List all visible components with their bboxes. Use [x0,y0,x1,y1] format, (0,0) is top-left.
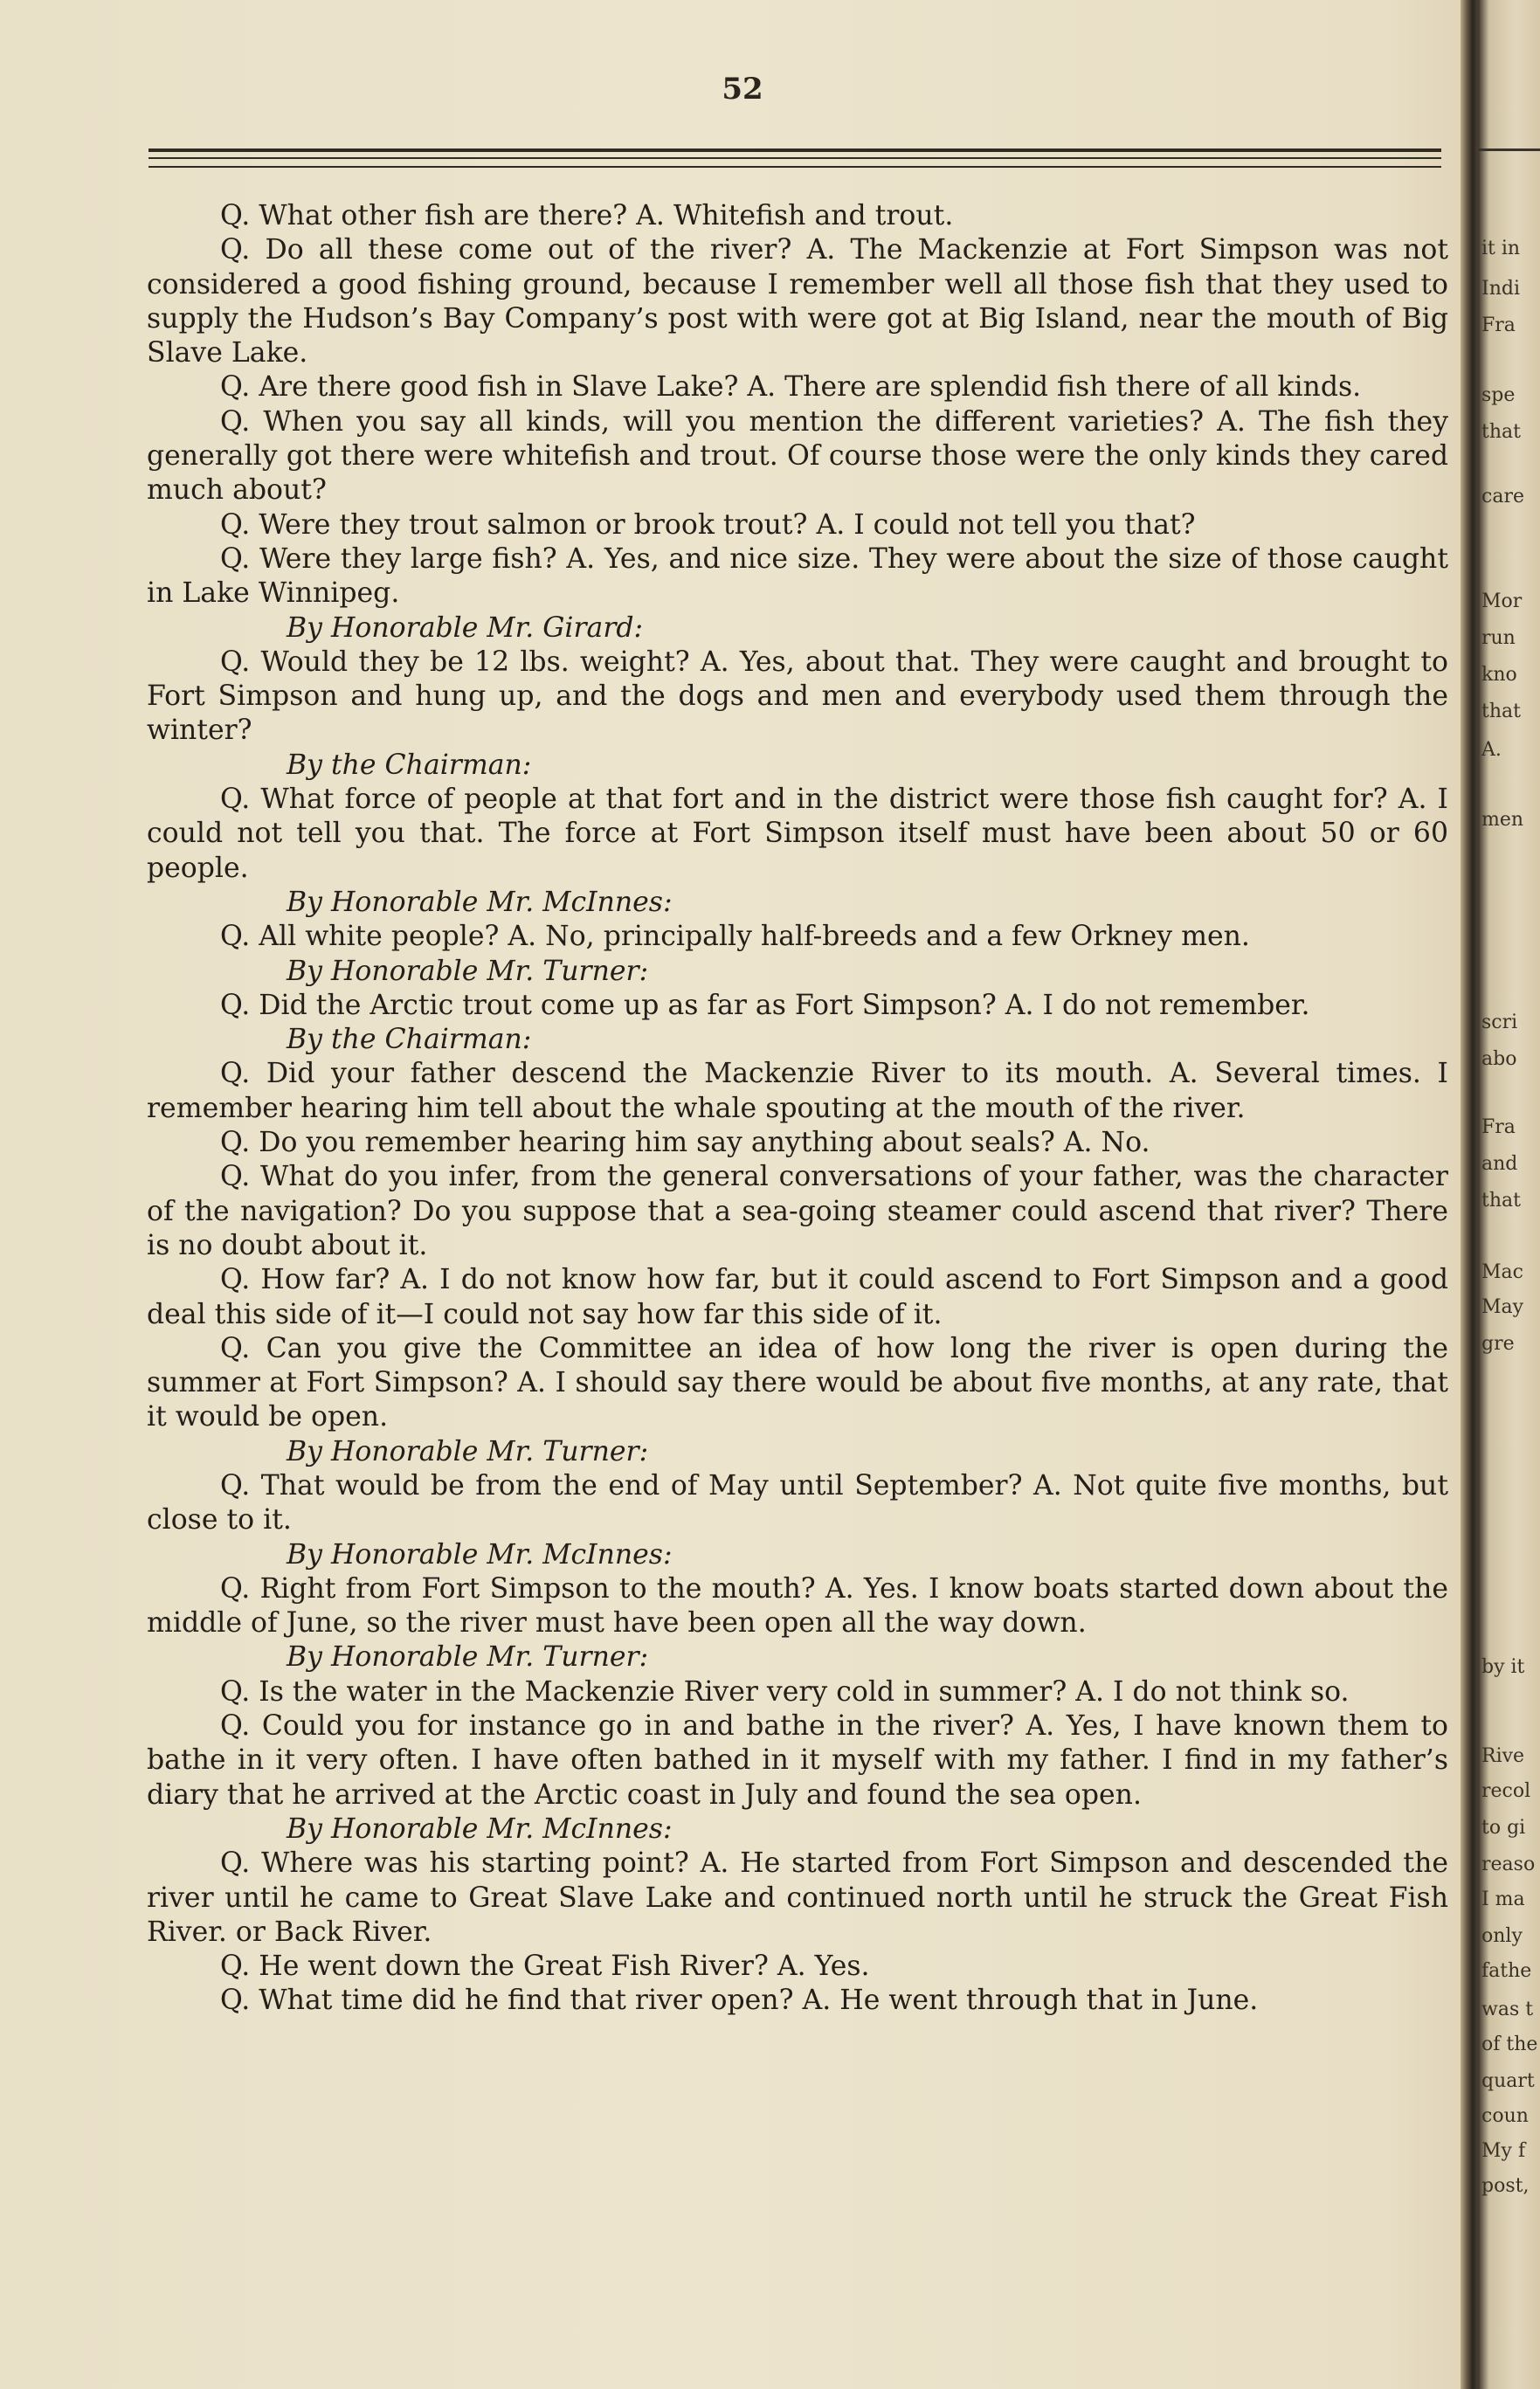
question-answer: Q. When you say all kinds, will you mention the different varieties? A. The fish they generally got there were whitefish and trout. Of course those were the only kinds they cared much about? [147,405,1448,507]
question-answer: Q. What do you infer, from the general conversations of your father, was the character of the navigation? Do you suppose that a sea-going steamer could ascend that river? There is no doubt about it. [147,1161,1448,1261]
question-answer: Q. That would be from the end of May until September? A. Not quite five months, but close to it. [147,1469,1448,1536]
header-rule [148,148,1441,152]
adjacent-page-fragment: that [1481,701,1521,722]
question-answer: Q. Can you give the Committee an idea of how long the river is open during the summer at Fort Simpson? A. I should say there would be about five months, at any rate, that it would be open. [147,1332,1448,1433]
page-number: 52 [722,72,763,107]
question-answer: Q. Were they trout salmon or brook trout? A. I could not tell you that? [220,508,1196,541]
adjacent-page-fragment: care [1481,486,1524,507]
adjacent-page-fragment: to gi [1481,1817,1526,1839]
examiner-heading: By Honorable Mr. Girard: [287,611,644,644]
question-answer: Q. What time did he find that river open? A. He went through that in June. [220,1985,1259,2017]
question-answer: Q. What other fish are there? A. Whitefish and trout. [220,200,954,231]
header-rule [148,166,1441,168]
question-answer: Q. Did the Arctic trout come up as far as Fort Simpson? A. I do not remember. [220,989,1310,1021]
examiner-heading: By Honorable Mr. McInnes: [287,1538,673,1571]
adjacent-page-fragment: quart [1481,2070,1535,2092]
adjacent-page-fragment: men [1481,809,1524,831]
adjacent-page-fragment: spe [1481,384,1516,406]
question-answer: Q. Do you remember hearing him say anything about seals? A. No. [220,1127,1150,1159]
adjacent-page-rule [1478,148,1540,151]
adjacent-page-fragment: Mor [1481,590,1523,612]
adjacent-page-fragment: abo [1481,1048,1517,1070]
adjacent-page-fragment: was t [1481,1999,1534,2020]
adjacent-page-fragment: reaso [1481,1854,1536,1875]
adjacent-page-fragment: that [1481,1190,1521,1212]
question-answer: Q. Is the water in the Mackenzie River very cold in summer? A. I do not think so. [220,1675,1350,1708]
adjacent-page-fragment: and [1481,1153,1518,1175]
adjacent-page-fragment: scri [1481,1012,1518,1033]
question-answer: Q. Could you for instance go in and bathe in the river? A. Yes, I have known them to bathe in it very often. I have often bathed in it myself with my father. I find in my father’s diary that he arrived at the Arctic coast in July and found the sea open. [147,1710,1448,1811]
examiner-heading: By Honorable Mr. McInnes: [287,1812,673,1845]
adjacent-page-fragment: post, [1481,2175,1530,2197]
question-answer: Q. All white people? A. No, principally half-breeds and a few Orkney men. [220,921,1250,953]
adjacent-page-fragment: I ma [1481,1888,1525,1910]
adjacent-page-fragment: Rive [1481,1745,1525,1767]
question-answer: Q. Are there good fish in Slave Lake? A. There are splendid fish there of all kinds. [220,371,1362,404]
adjacent-page-fragment: gre [1481,1333,1515,1355]
testimony-body [147,199,1448,2019]
book-gutter [1461,0,1478,2389]
adjacent-page-fragment: Mac [1481,1261,1523,1283]
adjacent-page-fragment: coun [1481,2105,1529,2127]
examiner-heading: By Honorable Mr. McInnes: [287,886,673,918]
adjacent-page-fragment: May [1481,1296,1524,1318]
adjacent-page-fragment: My f [1481,2140,1526,2162]
examiner-heading: By Honorable Mr. Turner: [287,955,649,987]
adjacent-page-fragment: of the [1481,2033,1538,2055]
adjacent-page-fragment: fathe [1481,1960,1532,1982]
adjacent-page-fragment: run [1481,627,1516,649]
adjacent-page-fragment: recol [1481,1780,1531,1802]
adjacent-page-fragment: A. [1481,739,1502,761]
question-answer: Q. What force of people at that fort and in the district were those fish caught for? A. I could not tell you that. The force at Fort Simpson itself must have been about 50 or 60 people. [147,784,1448,884]
adjacent-page-fragment: it in [1481,238,1521,259]
question-answer: Q. He went down the Great Fish River? A. Yes. [220,1951,870,1983]
adjacent-page-fragment: Fra [1481,314,1516,336]
adjacent-page-fragment: only [1481,1925,1523,1947]
question-answer: Q. Were they large fish? A. Yes, and nice size. They were about the size of those caught in Lake Winnipeg. [147,542,1448,610]
adjacent-page-fragment: Indi [1481,278,1520,300]
adjacent-page-edge [1478,0,1540,2389]
adjacent-page-fragment: kno [1481,664,1517,686]
question-answer: Q. Did your father descend the Mackenzie River to its mouth. A. Several times. I remember hearing him tell about the whale spouting at the mouth of the river. [147,1058,1448,1124]
adjacent-page-fragment: that [1481,421,1521,443]
header-rule [148,157,1441,159]
adjacent-page-fragment: Fra [1481,1116,1516,1138]
question-answer: Q. Right from Fort Simpson to the mouth? A. Yes. I know boats started down about the middle of June, so the river must have been open all the way down. [147,1572,1448,1640]
question-answer: Q. How far? A. I do not know how far, but it could ascend to Fort Simpson and a good deal this side of it—I could not say how far this side of it. [147,1264,1448,1330]
examiner-heading: By the Chairman: [287,1024,532,1056]
question-answer: Q. Where was his starting point? A. He started from Fort Simpson and descended the river until he came to Great Slave Lake and continued north until he struck the Great Fish River. or Back River. [147,1847,1448,1948]
adjacent-page-fragment: by it [1481,1656,1525,1678]
question-answer: Q. Would they be 12 lbs. weight? A. Yes, about that. They were caught and brought to Fort Simpson and hung up, and the dogs and men and everybody used them through the winter? [147,646,1448,747]
examiner-heading: By the Chairman: [287,749,532,781]
examiner-heading: By Honorable Mr. Turner: [287,1435,649,1467]
question-answer: Q. Do all these come out of the river? A. The Mackenzie at Fort Simpson was not considered a good fishing ground, because I remember well all those fish that they used to supply the Hudson’s Bay Company’s post with were got at Big Island, near the mouth of Big Slave Lake. [147,234,1448,369]
examiner-heading: By Honorable Mr. Turner: [287,1641,649,1674]
